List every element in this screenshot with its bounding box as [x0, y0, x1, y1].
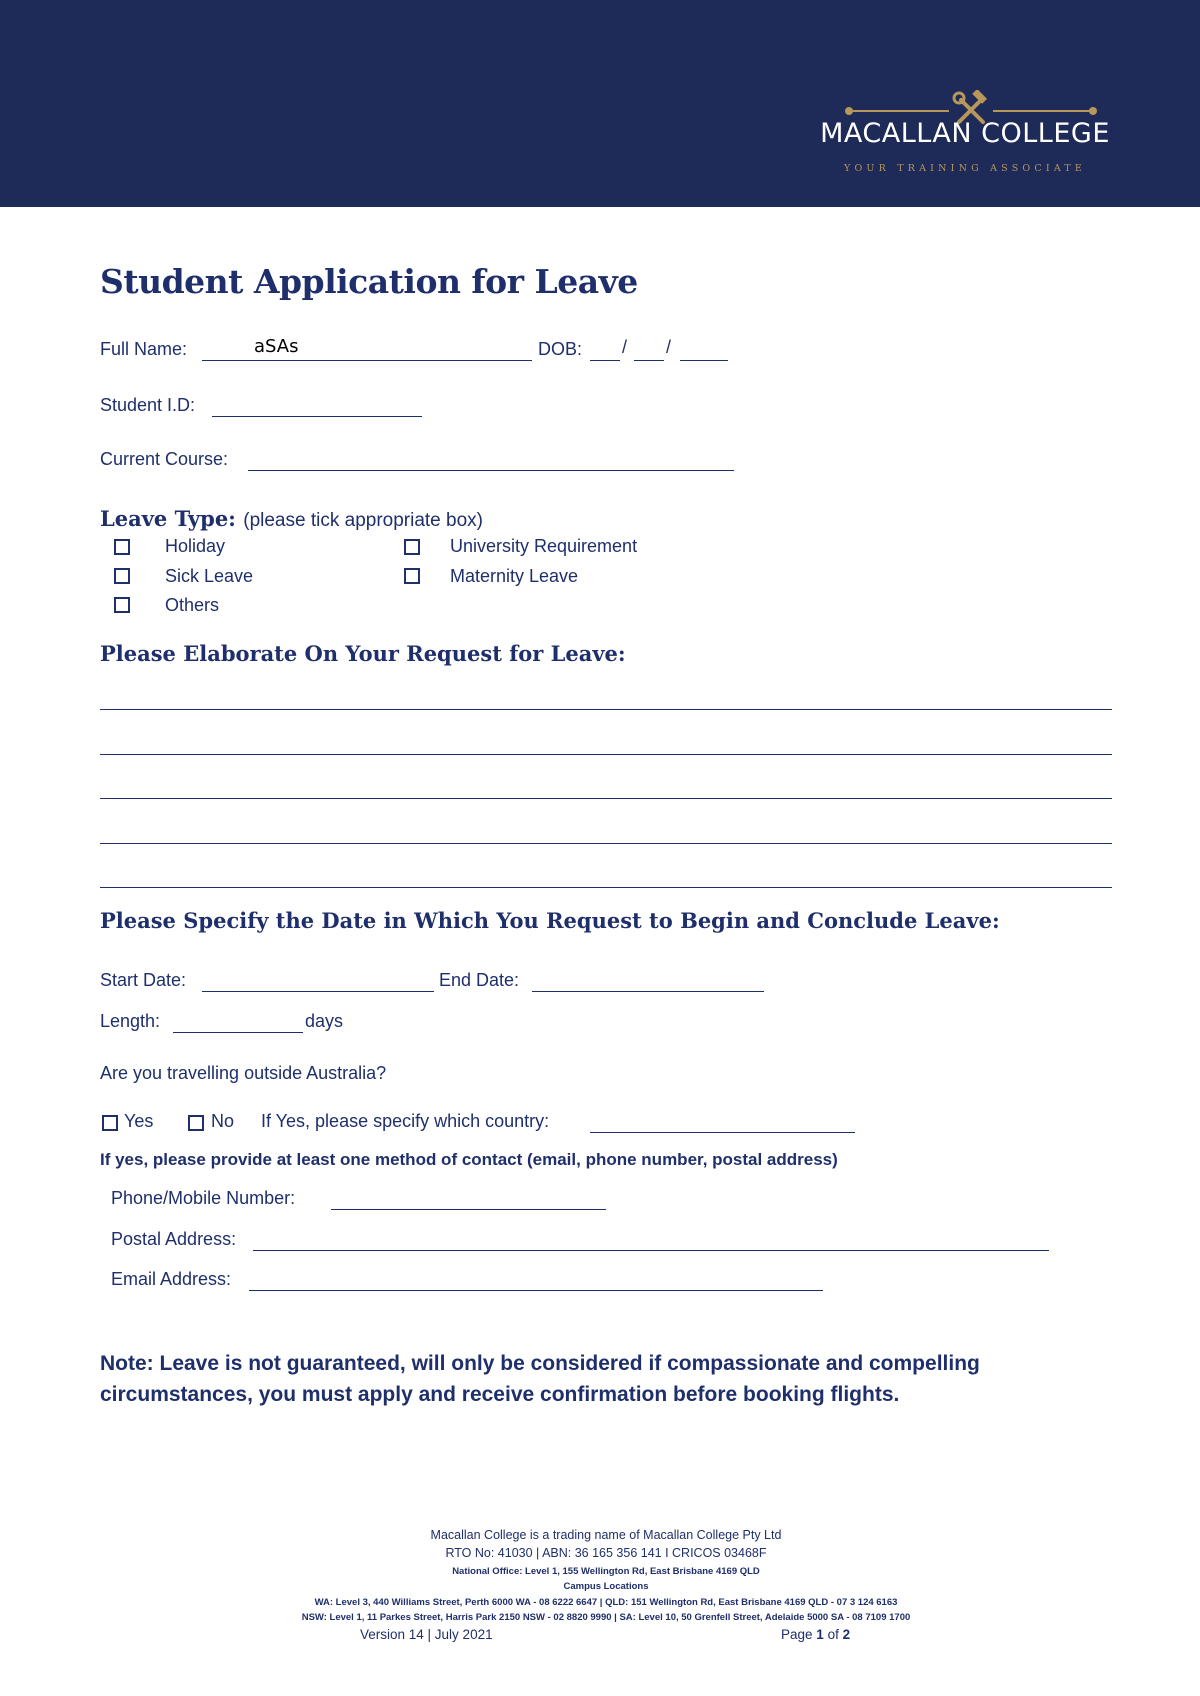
leave-note-line-1: Note: Leave is not guaranteed, will only be considered if compassionate and compelling	[100, 1352, 980, 1375]
university-requirement-checkbox[interactable]	[404, 539, 420, 555]
logo-name: MACALLAN COLLEGE	[820, 118, 1110, 149]
travel-no-checkbox[interactable]	[188, 1115, 204, 1131]
elaborate-line[interactable]	[100, 798, 1112, 799]
maternity-leave-label: Maternity Leave	[450, 566, 579, 586]
travel-question: Are you travelling outside Australia?	[100, 1063, 387, 1083]
dob-year-field[interactable]	[680, 360, 728, 361]
footer-page-number	[781, 1627, 850, 1642]
travel-no-label: No	[211, 1111, 235, 1131]
student-id-field[interactable]	[212, 416, 422, 417]
contact-method-hint: If yes, please provide at least one method of contact (email, phone number, postal address)	[100, 1150, 838, 1169]
leave-note-line-2: circumstances, you must apply and receive confirmation before booking flights.	[100, 1383, 900, 1406]
footer-campus-line-2: NSW: Level 1, 11 Parkes Street, Harris Park 2150 NSW - 02 8820 9990 | SA: Level 10, 50 Grenfell Street, Adelaide 5000 SA - 08 7109 1700	[301, 1612, 911, 1623]
end-date-label: End Date:	[439, 970, 520, 990]
email-address-label: Email Address:	[111, 1269, 232, 1289]
footer-registration: RTO No: 41030 | ABN: 36 165 356 141 I CRICOS 03468F	[445, 1546, 767, 1560]
start-date-label: Start Date:	[100, 970, 187, 990]
dates-heading: Please Specify the Date in Which You Request to Begin and Conclude Leave:	[100, 908, 1000, 933]
phone-label: Phone/Mobile Number:	[111, 1188, 296, 1208]
leave-type-hint: (please tick appropriate box)	[243, 510, 483, 531]
page-current: 1	[816, 1627, 824, 1642]
full-name-field[interactable]	[202, 336, 532, 362]
country-label: If Yes, please specify which country:	[261, 1111, 550, 1131]
dob-label: DOB:	[538, 339, 583, 359]
footer-national-office: National Office: Level 1, 155 Wellington Rd, East Brisbane 4169 QLD	[452, 1566, 760, 1577]
page-of: of	[827, 1627, 839, 1642]
full-name-label: Full Name:	[100, 339, 188, 359]
maternity-leave-checkbox[interactable]	[404, 568, 420, 584]
logo-rule-left	[849, 110, 949, 112]
college-logo	[815, 88, 1115, 183]
others-checkbox[interactable]	[114, 597, 130, 613]
end-date-field[interactable]	[532, 991, 764, 992]
header-banner	[0, 0, 1200, 207]
current-course-label: Current Course:	[100, 449, 229, 469]
form-title: Student Application for Leave	[100, 262, 638, 301]
country-field[interactable]	[590, 1132, 855, 1133]
logo-dot-left	[845, 107, 853, 115]
email-address-field[interactable]	[249, 1290, 823, 1291]
elaborate-line[interactable]	[100, 843, 1112, 844]
leave-type-title: Leave Type:	[100, 506, 236, 531]
postal-address-field[interactable]	[253, 1250, 1049, 1251]
page-total: 2	[842, 1627, 851, 1642]
holiday-label: Holiday	[165, 536, 226, 556]
length-label: Length:	[100, 1011, 161, 1031]
footer-trading-name: Macallan College is a trading name of Macallan College Pty Ltd	[430, 1528, 782, 1542]
elaborate-line[interactable]	[100, 754, 1112, 755]
dob-day-field[interactable]	[590, 360, 620, 361]
logo-dot-right	[1089, 107, 1097, 115]
start-date-field[interactable]	[202, 991, 434, 992]
sick-leave-checkbox[interactable]	[114, 568, 130, 584]
elaborate-line[interactable]	[100, 887, 1112, 888]
dob-separator: /	[666, 337, 672, 357]
elaborate-heading: Please Elaborate On Your Request for Leave:	[100, 641, 626, 666]
footer-campus-line-1: WA: Level 3, 440 Williams Street, Perth 6000 WA - 08 6222 6647 | QLD: 151 Wellington Rd, East Brisbane 4169 QLD - 07 3 124 6163	[314, 1597, 898, 1608]
footer-version: Version 14 | July 2021	[360, 1627, 493, 1642]
travel-yes-checkbox[interactable]	[102, 1115, 118, 1131]
dob-month-field[interactable]	[634, 360, 664, 361]
logo-tagline: YOUR TRAINING ASSOCIATE	[843, 163, 1087, 174]
footer-campus-heading: Campus Locations	[563, 1581, 649, 1592]
leave-type-heading	[100, 506, 483, 532]
others-label: Others	[165, 595, 220, 615]
elaborate-line[interactable]	[100, 709, 1112, 710]
phone-field[interactable]	[331, 1209, 606, 1210]
days-label: days	[305, 1011, 344, 1031]
length-field[interactable]	[173, 1032, 303, 1033]
sick-leave-label: Sick Leave	[165, 566, 254, 586]
logo-rule-right	[993, 110, 1093, 112]
university-requirement-label: University Requirement	[450, 536, 638, 556]
dob-separator: /	[622, 337, 628, 357]
postal-address-label: Postal Address:	[111, 1229, 237, 1249]
holiday-checkbox[interactable]	[114, 539, 130, 555]
travel-yes-label: Yes	[124, 1111, 154, 1131]
full-name-value: aSAs	[254, 336, 299, 357]
student-id-label: Student I.D:	[100, 395, 196, 415]
page-prefix: Page	[781, 1627, 813, 1642]
current-course-field[interactable]	[248, 470, 734, 471]
